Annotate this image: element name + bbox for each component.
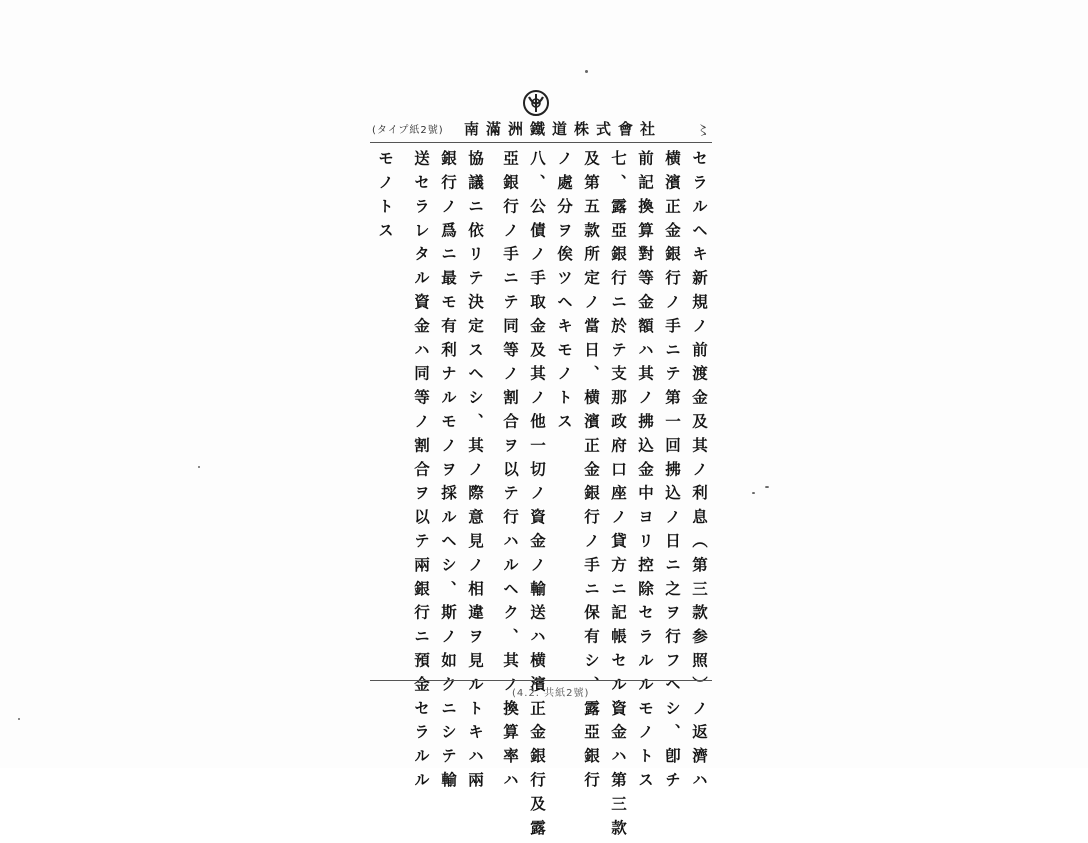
text-column-9: 協議ニ依リテ決定スヘシ、其ノ際意見ノ相違ヲ見ルトキハ兩 xyxy=(466,150,484,796)
scan-speck xyxy=(18,718,20,720)
company-name: 南滿洲鐵道株式會社 xyxy=(464,120,663,138)
text-column-6: ノ處分ヲ俟ツヘキモノトス xyxy=(555,150,573,437)
text-column-7: 八、公債ノ手取金及其ノ他一切ノ資金ノ輸送ハ横濱正金銀行及露 xyxy=(528,150,546,843)
text-column-2: 横濱正金銀行ノ手ニテ第一回拂込ノ日ニ之ヲ行フヘシ、卽チ xyxy=(663,150,681,796)
company-emblem-icon xyxy=(520,88,552,118)
text-column-11: 送セラレタル資金ハ同等ノ割合ヲ以テ兩銀行ニ預金セラルル xyxy=(412,150,430,796)
text-column-12: モノトス xyxy=(376,150,394,246)
form-footer-code: (4.2. 共紙2號) xyxy=(512,688,590,699)
text-column-5: 及第五款所定ノ當日、横濱正金銀行ノ手ニ保有シ、露亞銀行 xyxy=(582,150,600,796)
top-rule xyxy=(370,142,712,143)
scan-speck xyxy=(585,70,588,73)
text-column-4: 七、露亞銀行ニ於テ支那政府口座ノ貸方ニ記帳セル資金ハ第三款 xyxy=(609,150,627,843)
text-column-3: 前記換算對等金額ハ其ノ拂込金中ヨリ控除セラルルモノトス xyxy=(636,150,654,796)
corner-mark: 〻 xyxy=(696,123,710,139)
bottom-rule xyxy=(370,680,712,681)
text-column-8: 亞銀行ノ手ニテ同等ノ割合ヲ以テ行ハルヘク、其ノ換算率ハ xyxy=(501,150,519,796)
form-type-note: (タイプ紙2號) xyxy=(372,125,444,136)
scan-speck xyxy=(198,466,200,468)
scan-speck xyxy=(752,492,755,494)
text-column-10: 銀行ノ爲ニ最モ有利ナルモノヲ採ルヘシ、斯ノ如クニシテ輸 xyxy=(439,150,457,796)
scan-speck xyxy=(765,486,769,488)
text-column-1: セラルヘキ新規ノ前渡金及其ノ利息（第三款参照）ノ返濟ハ xyxy=(690,150,708,796)
letterhead xyxy=(372,118,712,140)
